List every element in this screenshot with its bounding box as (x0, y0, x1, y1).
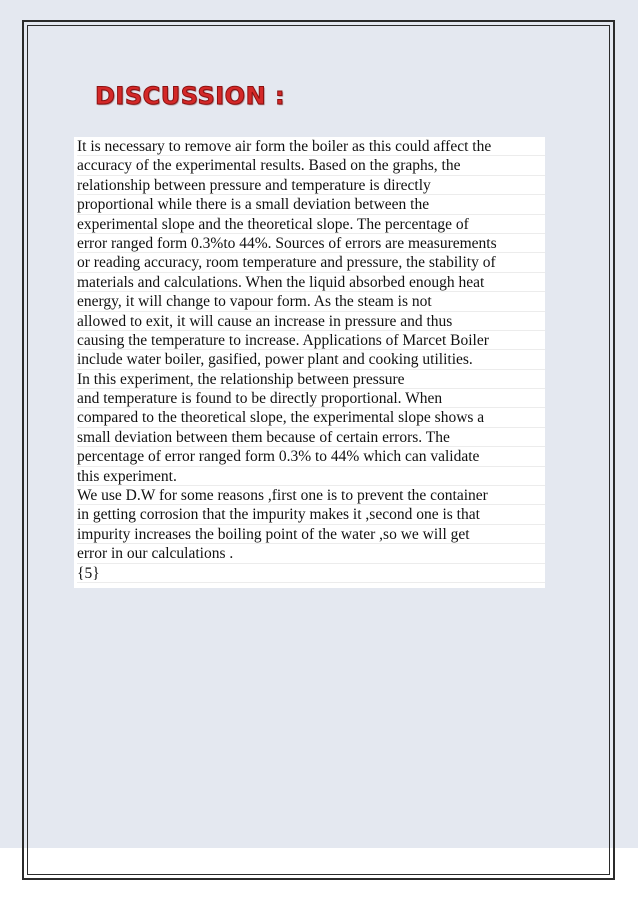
text-line: allowed to exit, it will cause an increase in pressure and thus (77, 312, 545, 331)
text-line: It is necessary to remove air form the boiler as this could affect the (77, 137, 545, 156)
discussion-heading: DISCUSSION : (95, 82, 286, 110)
text-line: accuracy of the experimental results. Based on the graphs, the (77, 156, 545, 175)
text-line: percentage of error ranged form 0.3% to 44% which can validate (77, 447, 545, 466)
text-line: compared to the theoretical slope, the experimental slope shows a (77, 408, 545, 427)
reference-marker: {5} (77, 564, 545, 583)
text-line: impurity increases the boiling point of the water ,so we will get (77, 525, 545, 544)
text-line: relationship between pressure and temperature is directly (77, 176, 545, 195)
text-line: and temperature is found to be directly proportional. When (77, 389, 545, 408)
text-line: in getting corrosion that the impurity makes it ,second one is that (77, 505, 545, 524)
text-line: or reading accuracy, room temperature and pressure, the stability of (77, 253, 545, 272)
text-line: error ranged form 0.3%to 44%. Sources of errors are measurements (77, 234, 545, 253)
text-line: experimental slope and the theoretical slope. The percentage of (77, 215, 545, 234)
text-line: proportional while there is a small deviation between the (77, 195, 545, 214)
text-line: include water boiler, gasified, power plant and cooking utilities. (77, 350, 545, 369)
text-line: causing the temperature to increase. Applications of Marcet Boiler (77, 331, 545, 350)
text-line: small deviation between them because of certain errors. The (77, 428, 545, 447)
text-line: error in our calculations . (77, 544, 545, 563)
text-line: In this experiment, the relationship between pressure (77, 370, 545, 389)
discussion-body (74, 137, 545, 588)
text-line: We use D.W for some reasons ,first one is to prevent the container (77, 486, 545, 505)
text-line: energy, it will change to vapour form. As the steam is not (77, 292, 545, 311)
text-line: this experiment. (77, 467, 545, 486)
text-line: materials and calculations. When the liquid absorbed enough heat (77, 273, 545, 292)
